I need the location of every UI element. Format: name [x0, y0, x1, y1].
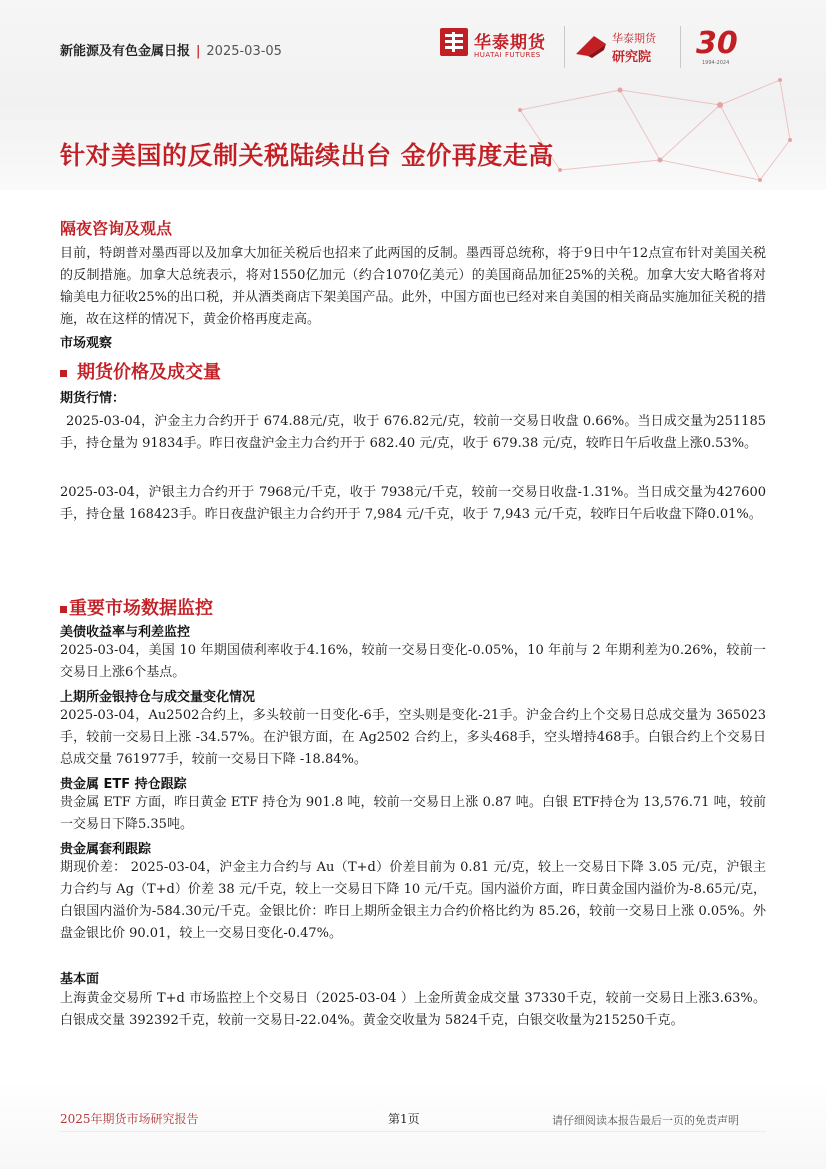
arbitrage-paragraph: 期现价差： 2025-03-04，沪金主力合约与 Au（T+d）价差目前为 0.81 元/克，较上一交易日下降 3.05 元/克，沪银主力合约与 Ag（T+d）价差 38 元/千克，较上一交易日下降 10 元/千克。国内溢价方面，昨日黄金国内溢价为-8.65元/克，白银国内溢价为-584.30元/千克。金银比价：昨日上期所金银主力合约价格比约为 85.26，较前一交易日上涨 0.05%。外盘金银比价 90.01，较上一交易日变化-0.47%。 [60, 860, 766, 941]
overnight-paragraph: 目前，特朗普对墨西哥以及加拿大加征关税后也招来了此两国的反制。墨西哥总统称，将于9日中午12点宣布针对美国关税的反制措施。加拿大总统表示，将对1550亿加元（约合1070亿美元）的美国商品加征25%的关税。加拿大安大略省将对输美电力征收25%的出口税，并从酒类商店下架美国产品。此外，中国方面也已经对来自美国的相关商品实施加征关税的措施，故在这样的情况下，黄金价格再度走高。 [60, 246, 766, 327]
gold-futures-block [60, 411, 766, 455]
anniversary-logo: 30 [696, 26, 738, 61]
shfe-positions-block [60, 705, 766, 771]
huatai-logo-icon [440, 28, 468, 56]
fundamentals-block [60, 988, 766, 1032]
footer-report-label: 2025年期货市场研究报告 [60, 1112, 199, 1126]
subsection-title: 贵金属 ETF 持仓跟踪 [60, 777, 187, 792]
overnight-paragraph-block [60, 243, 766, 331]
page-number: 第1页 [388, 1112, 420, 1126]
disclaimer-notice: 请仔细阅读本报告最后一页的免责声明 [552, 1114, 739, 1127]
futures-quote-label: 期货行情： [60, 391, 126, 406]
subsection-title: 美债收益率与利差监控 [60, 625, 191, 640]
brand-name-cn: 华泰期货 [474, 33, 546, 53]
fundamentals-paragraph: 上海黄金交易所 T+d 市场监控上个交易日（2025-03-04 ）上金所黄金成交量 37330千克，较前一交易日上涨3.63%。白银成交量 392392千克，较前一交易日-22.04%。黄金交收量为 5824千克，白银交收量为215250千克。 [60, 991, 766, 1028]
section-bullet-icon [60, 606, 67, 613]
institute-name-line2: 研究院 [612, 50, 652, 65]
anniversary-years: 1994-2024 [702, 60, 730, 66]
brand-name-en: HUATAI FUTURES [474, 51, 541, 59]
report-name: 新能源及有色金属日报 [60, 44, 191, 59]
section-heading-futures [60, 358, 766, 384]
silver-futures-paragraph: 2025-03-04，沪银主力合约开于 7968元/千克，收于 7938元/千克，较前一交易日收盘-1.31%。当日成交量为427600手，持仓量 168423手。昨日夜盘沪银主力合约开于 7,984 元/千克，收于 7,943 元/千克，较昨日午后收盘下降0.01%。 [60, 485, 766, 522]
decorative-network-graphic [500, 70, 800, 190]
us-yield-block [60, 640, 766, 684]
fundamentals-title: 基本面 [60, 972, 100, 987]
market-observation-label: 市场观察 [60, 336, 113, 351]
subsection-title: 贵金属套利跟踪 [60, 842, 152, 857]
institute-name-line1: 华泰期货 [612, 32, 656, 45]
section-heading-futures-text: 期货价格及成交量 [77, 362, 221, 383]
shfe-positions-paragraph: 2025-03-04，Au2502合约上，多头较前一日变化-6手，空头则是变化-21手。沪金合约上个交易日总成交量为 365023手，较前一交易日上涨 -34.57%。在沪银方面，在 Ag2502 合约上，多头468手，空头增持468手。白银合约上个交易日总成交量 761977手，较前一交易日下降 -18.84%。 [60, 708, 766, 767]
section-heading-monitoring [60, 594, 766, 620]
logo-divider [680, 26, 681, 68]
report-line [60, 40, 282, 59]
logo-divider [564, 26, 565, 68]
report-separator: | [196, 44, 201, 59]
logo-zone [440, 26, 770, 70]
footer-divider [60, 1131, 766, 1132]
subsection-title: 上期所金银持仓与成交量变化情况 [60, 690, 256, 705]
report-date: 2025-03-05 [206, 44, 282, 59]
section-heading-monitoring-text: 重要市场数据监控 [69, 598, 213, 619]
institute-logo-icon [574, 30, 608, 60]
etf-block [60, 792, 766, 836]
gold-futures-paragraph: 2025-03-04，沪金主力合约开于 674.88元/克，收于 676.82元/克，较前一交易日收盘 0.66%。当日成交量为251185手，持仓量为 91834手。昨日夜盘沪金主力合约开于 682.40 元/克，收于 679.38 元/克，较昨日午后收盘上涨0.53%。 [60, 414, 766, 451]
section-bullet-icon [60, 370, 67, 377]
etf-paragraph: 贵金属 ETF 方面，昨日黄金 ETF 持仓为 901.8 吨，较前一交易日上涨 0.87 吨。白银 ETF持仓为 13,576.71 吨，较前一交易日下降5.35吨。 [60, 795, 766, 832]
arbitrage-block [60, 857, 766, 945]
silver-futures-block [60, 482, 766, 526]
us-yield-paragraph: 2025-03-04，美国 10 年期国债利率收于4.16%，较前一交易日变化-0.05%，10 年前与 2 年期利差为0.26%，较前一交易日上涨6个基点。 [60, 643, 766, 680]
section-heading-overnight: 隔夜咨询及观点 [60, 219, 173, 238]
page-title: 针对美国的反制关税陆续出台 金价再度走高 [60, 141, 554, 170]
